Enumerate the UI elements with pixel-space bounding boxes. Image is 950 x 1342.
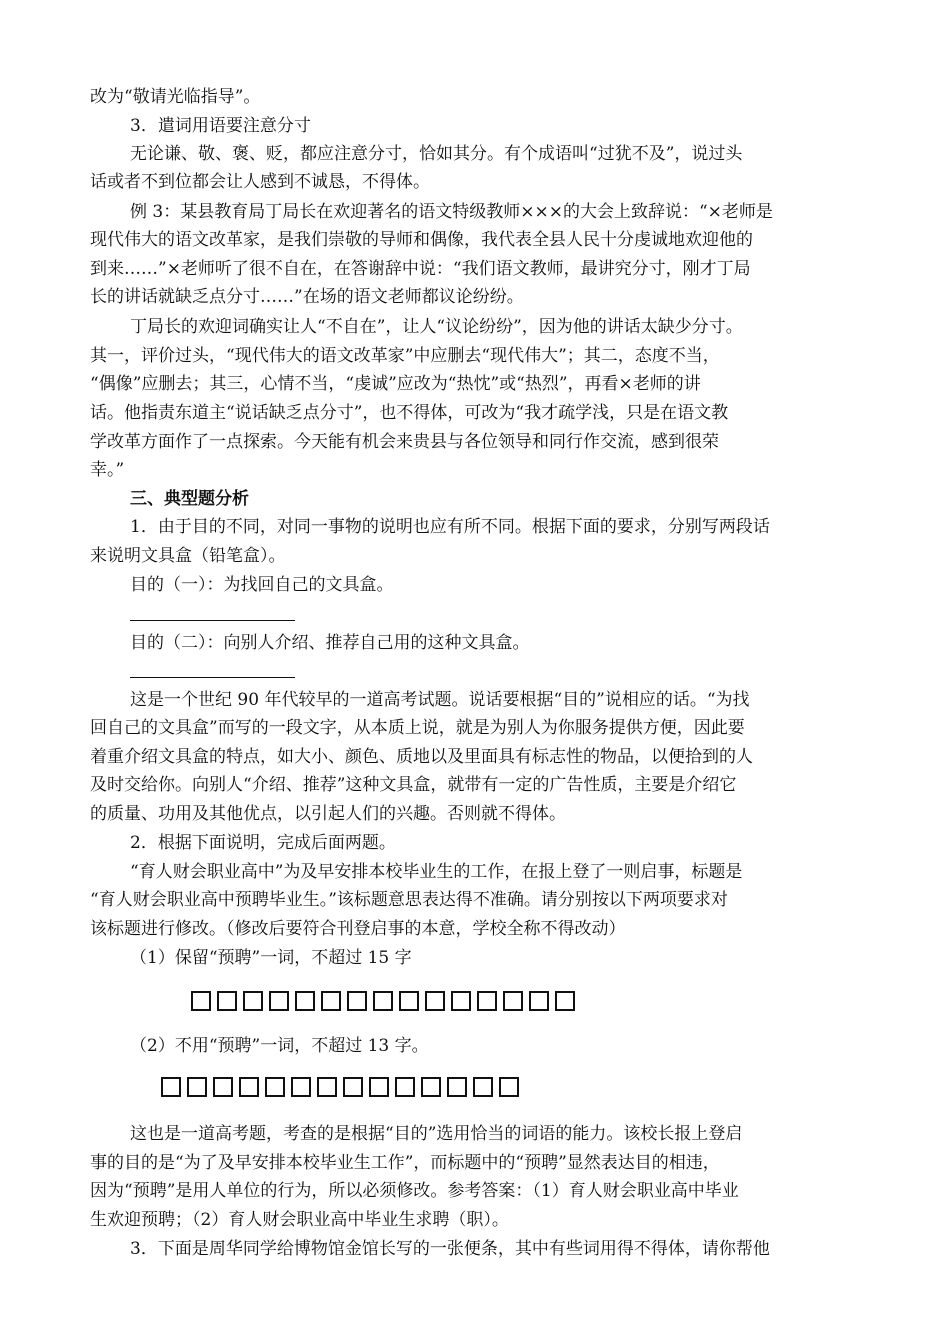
text-line: 例 3：某县教育局丁局长在欢迎著名的语文特级教师×××的大会上致辞说：“×老师是: [130, 202, 773, 222]
text-line: 话或者不到位都会让人感到不诚恳，不得体。: [90, 172, 430, 192]
answer-box: [555, 991, 575, 1011]
answer-boxes-13: [161, 1077, 519, 1097]
text-line: “育人财会职业高中预聘毕业生。”该标题意思表达得不准确。请分别按以下两项要求对: [90, 890, 728, 910]
answer-blank: [130, 677, 295, 678]
text-line: 这是一个世纪 90 年代较早的一道高考试题。说话要根据“目的”说相应的话。“为找: [130, 690, 750, 710]
answer-box: [217, 991, 237, 1011]
answer-box: [191, 991, 211, 1011]
answer-box: [295, 991, 315, 1011]
text-line: 因为“预聘”是用人单位的行为，所以必须修改。参考答案：（1）育人财会职业高中毕业: [90, 1181, 739, 1201]
answer-box: [343, 1077, 363, 1097]
text-line: 目的（二）：向别人介绍、推荐自己用的这种文具盒。: [130, 633, 530, 653]
answer-box: [499, 1077, 519, 1097]
answer-box: [321, 991, 341, 1011]
text-line: 其一，评价过头，“现代伟大的语文改革家”中应删去“现代伟大”；其二，态度不当，: [90, 346, 720, 366]
text-line: “育人财会职业高中”为及早安排本校毕业生的工作，在报上登了一则启事，标题是: [130, 862, 743, 882]
text-line: 该标题进行修改。（修改后要符合刊登启事的本意，学校全称不得改动）: [90, 919, 626, 939]
text-line: 事的目的是“为了及早安排本校毕业生工作”，而标题中的“预聘”显然表达目的相违，: [90, 1153, 720, 1173]
text-line: 丁局长的欢迎词确实让人“不自在”，让人“议论纷纷”，因为他的讲话太缺少分寸。: [130, 317, 743, 337]
text-line: 这也是一道高考题，考查的是根据“目的”选用恰当的词语的能力。该校长报上登启: [130, 1124, 743, 1144]
text-line: 到来……”×老师听了很不自在，在答谢辞中说：“我们语文教师，最讲究分寸，刚才丁局: [90, 259, 751, 279]
answer-box: [265, 1077, 285, 1097]
text-line: 生欢迎预聘；（2）育人财会职业高中毕业生求聘（职）。: [90, 1210, 509, 1230]
answer-box: [395, 1077, 415, 1097]
text-line: 长的讲话就缺乏点分寸……”在场的语文老师都议论纷纷。: [90, 287, 524, 307]
text-line: 学改革方面作了一点探索。今天能有机会来贵县与各位领导和同行作交流，感到很荣: [90, 432, 719, 452]
answer-box: [451, 991, 471, 1011]
text-line: 着重介绍文具盒的特点，如大小、颜色、质地以及里面具有标志性的物品，以便拾到的人: [90, 747, 753, 767]
answer-box: [421, 1077, 441, 1097]
text-line: 及时交给你。向别人“介绍、推荐”这种文具盒，就带有一定的广告性质，主要是介绍它: [90, 775, 737, 795]
answer-box: [239, 1077, 259, 1097]
answer-box: [425, 991, 445, 1011]
text-line: （2）不用“预聘”一词，不超过 13 字。: [130, 1036, 429, 1056]
text-line: （1）保留“预聘”一词，不超过 15 字: [130, 948, 412, 968]
answer-box: [503, 991, 523, 1011]
text-line: 2．根据下面说明，完成后面两题。: [130, 833, 396, 853]
answer-box: [477, 991, 497, 1011]
text-line: 3．下面是周华同学给博物馆金馆长写的一张便条，其中有些词用得不得体，请你帮他: [130, 1239, 770, 1259]
text-line: 回自己的文具盒”而写的一段文字，从本质上说，就是为别人为你服务提供方便，因此要: [90, 718, 745, 738]
text-line: 来说明文具盒（铅笔盒）。: [90, 546, 286, 566]
answer-box: [269, 991, 289, 1011]
answer-box: [447, 1077, 467, 1097]
text-line: 现代伟大的语文改革家，是我们崇敬的导师和偶像，我代表全县人民十分虔诚地欢迎他的: [90, 230, 753, 250]
subheading: 3．遣词用语要注意分寸: [130, 116, 311, 136]
answer-box: [161, 1077, 181, 1097]
answer-box: [213, 1077, 233, 1097]
text-line: 幸。”: [90, 460, 125, 480]
text-line: 的质量、功用及其他优点，以引起人们的兴趣。否则就不得体。: [90, 804, 566, 824]
answer-box: [317, 1077, 337, 1097]
answer-box: [291, 1077, 311, 1097]
section-heading: 三、典型题分析: [130, 489, 249, 509]
text-line: 无论谦、敬、褒、贬，都应注意分寸，恰如其分。有个成语叫“过犹不及”，说过头: [130, 144, 743, 164]
answer-box: [187, 1077, 207, 1097]
answer-box: [473, 1077, 493, 1097]
text-line: 话。他指责东道主“说话缺乏点分寸”，也不得体，可改为“我才疏学浅，只是在语文教: [90, 403, 729, 423]
text-line: “偶像”应删去；其三，心情不当，“虔诚”应改为“热忱”或“热烈”，再看×老师的讲: [90, 374, 701, 394]
answer-box: [347, 991, 367, 1011]
text-line: 目的（一）：为找回自己的文具盒。: [130, 575, 394, 595]
text-line: 改为“敬请光临指导”。: [90, 87, 261, 107]
answer-boxes-15: [191, 991, 575, 1011]
answer-box: [373, 991, 393, 1011]
answer-box: [369, 1077, 389, 1097]
answer-box: [529, 991, 549, 1011]
answer-blank: [130, 620, 295, 621]
answer-box: [399, 991, 419, 1011]
text-line: 1．由于目的不同，对同一事物的说明也应有所不同。根据下面的要求，分别写两段话: [130, 517, 770, 537]
answer-box: [243, 991, 263, 1011]
